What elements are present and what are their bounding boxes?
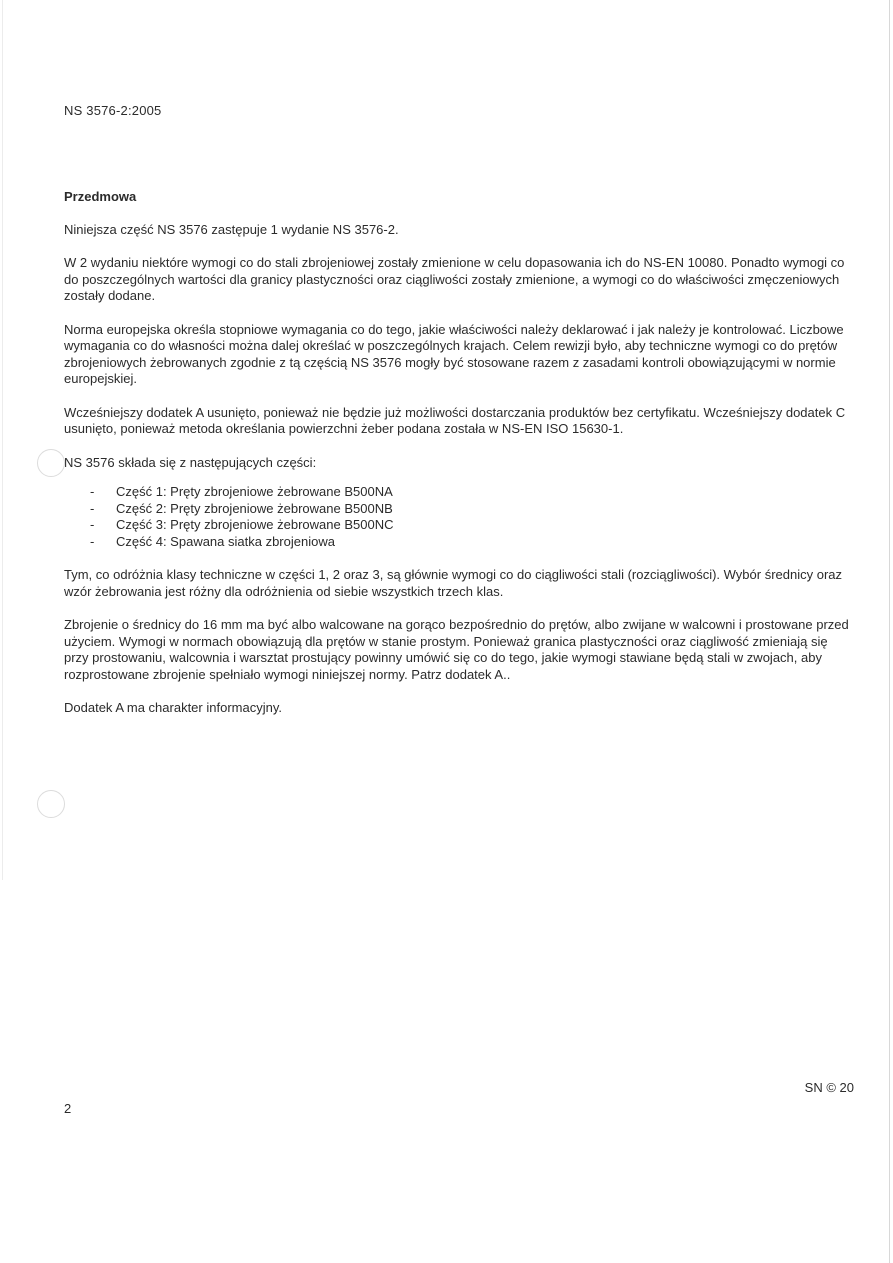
list-item bbox=[64, 484, 854, 501]
list-item bbox=[64, 517, 854, 534]
list-dash: - bbox=[90, 533, 95, 549]
punch-hole-mark bbox=[37, 790, 65, 818]
list-dash: - bbox=[90, 517, 95, 532]
foreword-section bbox=[64, 189, 854, 734]
list-dash: - bbox=[90, 500, 95, 516]
punch-hole-mark bbox=[37, 449, 65, 477]
parts-list bbox=[64, 484, 854, 550]
list-item bbox=[64, 501, 854, 518]
page-edge-right bbox=[889, 0, 890, 1263]
list-item-text: Część 1: Pręty zbrojeniowe żebrowane B500NA bbox=[116, 484, 393, 499]
paragraph-changes: W 2 wydaniu niektóre wymogi co do stali zbrojeniowej zostały zmienione w celu dopasowania ich do NS-EN 10080. Ponadto wymogi co do poszczególnych wartości dla granicy plastyczności oraz ciągliwości zostały zmienione, a wymogi co do właściwości zmęczeniowych zostały dodane. bbox=[64, 255, 845, 303]
list-item-text: Część 2: Pręty zbrojeniowe żebrowane B500NB bbox=[116, 500, 393, 516]
page-number: 2 bbox=[64, 1101, 72, 1116]
paragraph-classes: Tym, co odróżnia klasy techniczne w części 1, 2 oraz 3, są głównie wymogi co do ciągliwości stali (rozciągliwości). Wybór średnicy oraz wzór żebrowania jest różny dla odróżnienia od siebie wszystkich trzech klas. bbox=[64, 567, 843, 599]
section-heading: Przedmowa bbox=[64, 189, 137, 204]
paragraph-parts-intro: NS 3576 składa się z następujących części: bbox=[64, 454, 317, 470]
copyright-notice: SN © 20 bbox=[804, 1080, 854, 1095]
list-item-text: Część 3: Pręty zbrojeniowe żebrowane B500NC bbox=[116, 517, 394, 532]
paragraph-removed-annexes: Wcześniejszy dodatek A usunięto, ponieważ nie będzie już możliwości dostarczania produktów bez certyfikatu. Wcześniejszy dodatek C usunięto, ponieważ metoda określania powierzchni żeber podana została w NS-EN ISO 15630-1. bbox=[64, 404, 846, 436]
page-edge-left bbox=[2, 0, 3, 880]
paragraph-european-norm: Norma europejska określa stopniowe wymagania co do tego, jakie właściwości należy deklarować i jak należy je kontrolować. Liczbowe wymagania co do własności można dalej określać w poszczególnych krajach. Celem rewizji było, aby techniczne wymogi co do prętów zbrojeniowych żebrowanych zgodnie z tą częścią NS 3576 mogły być stosowane razem z zasadami kontroli obowiązującymi w normie europejskiej. bbox=[64, 321, 844, 386]
list-item-text: Część 4: Spawana siatka zbrojeniowa bbox=[116, 533, 335, 549]
paragraph-annex-note: Dodatek A ma charakter informacyjny. bbox=[64, 700, 282, 715]
standard-code: NS 3576-2:2005 bbox=[64, 103, 162, 118]
paragraph-replacement: Niniejsza część NS 3576 zastępuje 1 wydanie NS 3576-2. bbox=[64, 221, 399, 237]
list-dash: - bbox=[90, 484, 95, 499]
paragraph-straightening: Zbrojenie o średnicy do 16 mm ma być albo walcowane na gorąco bezpośrednio do prętów, albo zwijane w walcowni i prostowane przed użyciem. Wymogi w normach obowiązują dla prętów w stanie prostym. Ponieważ granica plastyczności oraz ciągliwość zmieniają się przy prostowaniu, walcownia i warsztat prostujący powinny umówić się co do tego, jakie wymogi stawiane będą stali w zwojach, aby rozprostowane zbrojenie spełniało wymogi niniejszej normy. Patrz dodatek A.. bbox=[64, 617, 849, 682]
list-item bbox=[64, 534, 854, 551]
